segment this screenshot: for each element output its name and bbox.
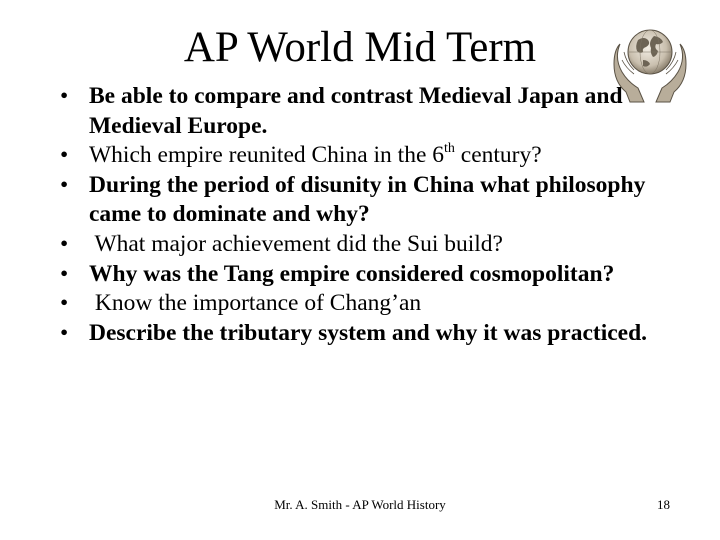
bullet-text-post: century? — [454, 142, 542, 169]
bullet-list — [60, 82, 680, 348]
page-number: 18 — [657, 497, 670, 512]
bullet-marker: • — [60, 319, 69, 346]
bullet-text: Know the importance of Chang’an — [89, 290, 422, 317]
bullet-item — [60, 319, 680, 349]
bullet-marker: • — [60, 142, 69, 169]
bullet-text: Describe the tributary system and why it was practiced. — [89, 319, 648, 346]
bullet-item — [60, 171, 680, 230]
bullet-item — [60, 289, 680, 319]
bullet-item — [60, 82, 680, 141]
bullet-item — [60, 260, 680, 290]
bullet-item — [60, 230, 680, 260]
bullet-marker: • — [60, 171, 69, 198]
bullet-marker: • — [60, 83, 69, 109]
bullet-marker: • — [60, 230, 69, 257]
bullet-text: Be able to compare and contrast Medieval Japan and Medieval Europe. — [89, 83, 623, 139]
bullet-item — [60, 141, 680, 171]
bullet-text-superscript: th — [444, 141, 455, 157]
bullet-marker: • — [60, 260, 69, 287]
bullet-text-pre: Which empire reunited China in the 6 — [89, 142, 445, 169]
bullet-text: Why was the Tang empire considered cosmopolitan? — [89, 260, 615, 287]
slide-title: AP World Mid Term — [183, 24, 537, 71]
footer-text: Mr. A. Smith - AP World History — [274, 497, 446, 512]
bullet-text — [89, 142, 542, 168]
bullet-text: What major achievement did the Sui build? — [89, 230, 503, 257]
bullet-text: During the period of disunity in China what philosophy came to dominate and why? — [89, 171, 646, 228]
bullet-marker: • — [60, 290, 69, 317]
